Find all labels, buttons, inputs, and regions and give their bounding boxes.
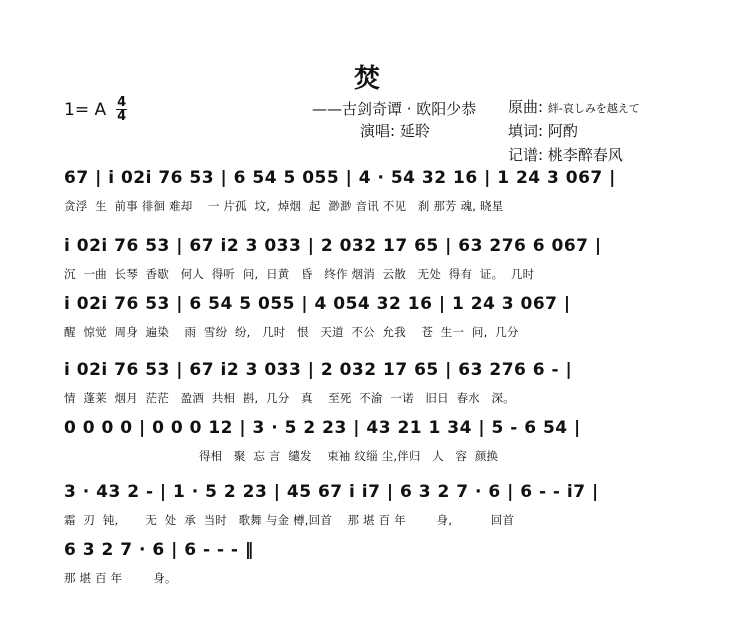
lyrics-line: 沉 一曲 长琴 香歇 何人 得听 问, 日黄 昏 终作 烟消 云散 无处 得有 证。 几时	[64, 267, 535, 281]
transcriber-credit	[508, 144, 623, 165]
lyrics-line: 霜 刃 钝, 无 处 承 当时 歌舞 与金 樽,回首 那 堪 百 年 身, 回首	[64, 513, 515, 527]
source-credit: ——古剑奇谭 · 欧阳少恭	[312, 100, 477, 118]
lyricist-credit	[508, 120, 578, 141]
notes-line: i 02i 76 53 | 67 i2 3 033 | 2 032 17 65 | 63 276 6 - |	[64, 360, 573, 380]
original-value: 絆-哀しみを越えて	[547, 102, 640, 115]
singer-credit	[360, 120, 430, 141]
transcriber-label: 记谱:	[508, 146, 544, 164]
lyrics-line: 醒 惊觉 周身 遍染 雨 雪纷 纷, 几时 恨 天道 不公 允我 苍 生一 问, 几分	[64, 325, 519, 339]
notes-line: 6 3 2 7 · 6 | 6 - - - ‖	[64, 540, 254, 560]
key-tonic: 1= A	[64, 99, 107, 120]
lyrics-line: 贪浮 生 前事 徘徊 难却 一 片孤 坟, 焯烟 起 渺渺 音讯 不见 刹 那芳 魂, 晓星	[64, 199, 504, 213]
singer-label: 演唱:	[360, 122, 396, 140]
lyrics-line: 那 堪 百 年 身。	[64, 571, 177, 585]
notes-line: 67 | i 02i 76 53 | 6 54 5 055 | 4 · 54 32 16 | 1 24 3 067 |	[64, 168, 616, 188]
notes-line: i 02i 76 53 | 6 54 5 055 | 4 054 32 16 | 1 24 3 067 |	[64, 294, 571, 314]
lyrics-line: 得相 聚 忘 言 缱发 束袖 纹缁 尘,伴归 人 容 颜换	[64, 449, 499, 463]
time-signature	[116, 96, 127, 123]
notes-line: 3 · 43 2 - | 1 · 5 2 23 | 45 67 i i7 | 6 3 2 7 · 6 | 6 - - i7 |	[64, 482, 599, 502]
notes-line: i 02i 76 53 | 67 i2 3 033 | 2 032 17 65 | 63 276 6 067 |	[64, 236, 602, 256]
time-bottom: 4	[117, 109, 127, 124]
time-top: 4	[117, 95, 127, 110]
lyricist-label: 填词:	[508, 122, 544, 140]
lyrics-line: 情 蓬莱 烟月 茫茫 盈酒 共相 斟, 几分 真 至死 不渝 一诺 旧日 春水 深。	[64, 391, 515, 405]
notes-line: 0 0 0 0 | 0 0 0 12 | 3 · 5 2 23 | 43 21 1 34 | 5 - 6 54 |	[64, 418, 581, 438]
original-credit	[508, 96, 640, 117]
singer-value: 延聆	[399, 122, 430, 140]
song-title: 焚	[353, 64, 382, 94]
transcriber-value: 桃李醉春风	[547, 146, 623, 164]
key-signature	[64, 96, 127, 123]
original-label: 原曲:	[508, 98, 544, 116]
lyricist-value: 阿酌	[547, 122, 578, 140]
